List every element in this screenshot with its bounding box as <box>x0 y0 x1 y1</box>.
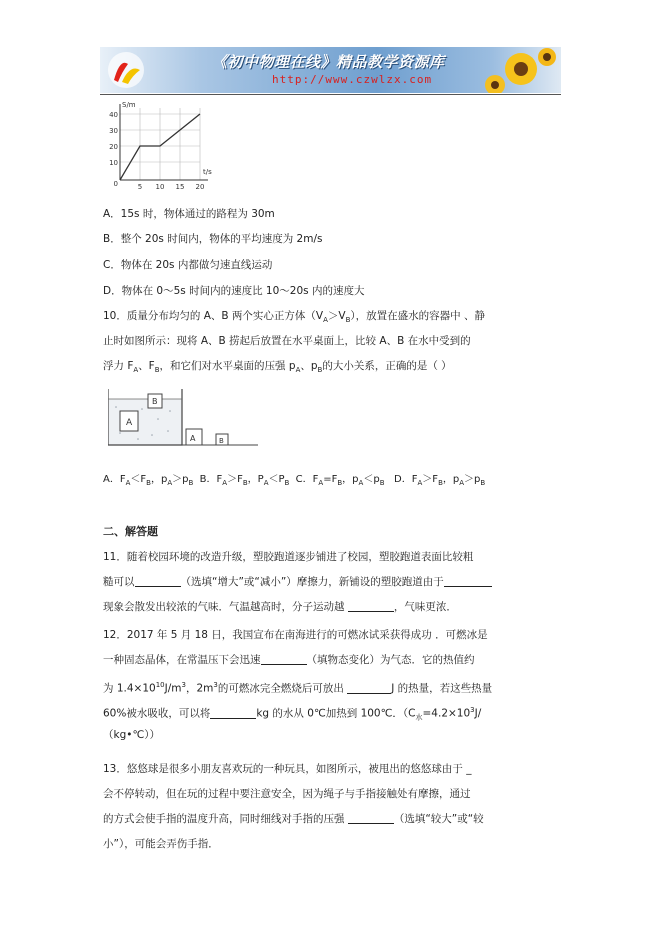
fig-label-a: A <box>190 434 196 443</box>
y-tick: 0 <box>113 180 118 188</box>
answer-blank[interactable] <box>444 575 492 587</box>
fig-label-a: A <box>126 418 133 428</box>
answer-blank[interactable] <box>210 707 256 719</box>
q11: 11．随着校园环境的改造升级，塑胶跑道逐步铺进了校园，塑胶跑道表面比较粗 糙可以 （选填“增大”或“减小”）摩擦力，新铺设的塑胶跑道由于 现象会散发出较浓的气味．气温越高时，分子运动越 ，气味更浓． <box>103 545 563 620</box>
logo-icon <box>106 50 146 90</box>
fig-label-b: B <box>152 397 158 406</box>
q10-options: A．$F_A<F_B$，$p_A>p_B$ B．$F_A>F_B$，$P_A<P_B$ C．$F_A=F_B$，$p_A<p_B$ D．$F_A>F_B$，$p_A>p_B$ <box>103 474 486 487</box>
x-tick: 5 <box>137 183 143 191</box>
answer-blank[interactable] <box>348 600 394 612</box>
distance-time-graph <box>108 100 218 192</box>
y-tick: 20 <box>109 143 118 151</box>
x-tick: 10 <box>155 183 165 191</box>
q10-line3: 浮力 $F_A$、$F_B$，和它们对水平桌面的压强 $p_A$、$p_B$的大小关系，正确的是（ ） <box>103 360 452 375</box>
answer-blank[interactable] <box>348 812 394 824</box>
sunflower-icon <box>477 47 557 93</box>
q13: 13．悠悠球是很多小朋友喜欢玩的一种玩具，如图所示，被甩出的悠悠球由于 _ 会不停转动，但在玩的过程中要注意安全，因为绳子与手指接触处有摩擦，通过 的方式会使手指的温度升高，同时细线对手指的压强 （选填“较大”或“较 小”），可能会弄伤手指． <box>103 763 484 850</box>
x-tick: 15 <box>175 183 185 191</box>
section-title: 二、解答题 <box>103 525 158 538</box>
q9-option-d: D．物体在 0～5s 时间内的速度比 10～20s 内的速度大 <box>103 285 365 297</box>
header-title: 《初中物理在线》精品教学资源库 <box>212 53 445 71</box>
y-tick: 40 <box>109 111 118 119</box>
y-tick: 30 <box>109 127 118 135</box>
answer-blank[interactable] <box>347 682 391 694</box>
fig-label-b: B <box>219 437 224 445</box>
q9-option-a: A．15s 时，物体通过的路程为 30m <box>103 208 275 220</box>
x-axis-label: t/s <box>203 168 212 176</box>
q9-option-c: C．物体在 20s 内都做匀速直线运动 <box>103 259 273 271</box>
header-rule <box>100 94 561 95</box>
x-tick: 20 <box>195 183 205 191</box>
q9-option-b: B．整个 20s 时间内，物体的平均速度为 2m/s <box>103 233 323 245</box>
y-axis-label: S/m <box>122 101 136 109</box>
q10-line1: 10．质量分布均匀的 A、B 两个实心正方体$(V_A>V_B)$，放置在盛水的容器中 、静 <box>103 310 485 325</box>
y-tick: 10 <box>109 159 118 167</box>
q10-stem <box>103 304 563 379</box>
q10-container-figure <box>108 385 258 451</box>
header-banner <box>100 47 561 93</box>
answer-blank[interactable] <box>135 575 181 587</box>
header-url: http://www.czwlzx.com <box>272 73 433 86</box>
q12: 12．2017 年 5 月 18 日，我国宣布在南海进行的可燃冰试采获得成功 ．可燃冰是 一种固态晶体，在常温压下会迅速 （填物态变化）为气态．它的热值约 为 $1.4\times 10^{10}J/m^3$，$2m^3$的可燃冰完全燃烧后可放出 J 的热量，若这些热量 60%被水吸收，可以将 kg 的水从 0℃加热到 100℃．（$C_水=4.2\times 10^3J/$ （kg•℃）） <box>103 629 493 741</box>
q10-line2: 止时如图所示：现将 A、B 捞起后放置在水平桌面上，比较 A、B 在水中受到的 <box>103 335 471 347</box>
answer-blank[interactable] <box>261 653 307 665</box>
